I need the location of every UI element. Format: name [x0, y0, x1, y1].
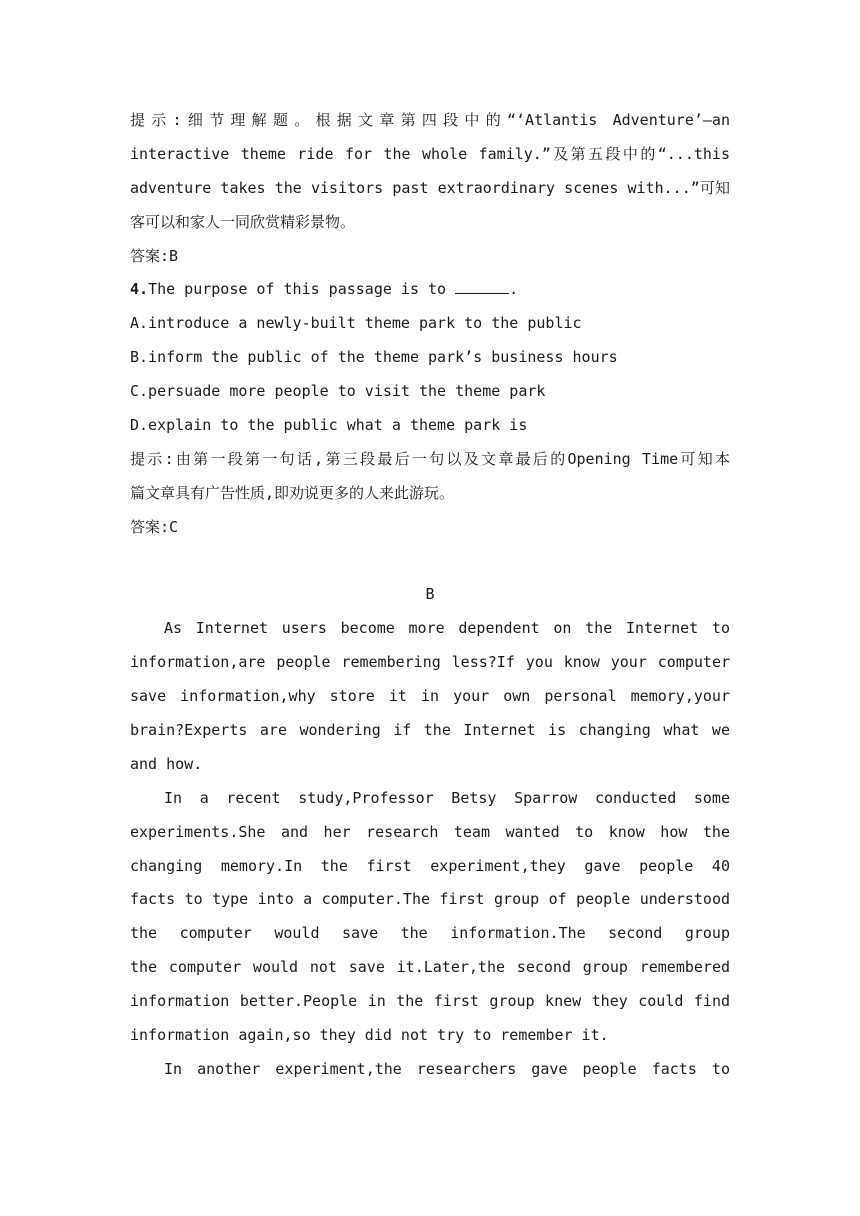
hint-question-3: [130, 104, 730, 240]
answer-blank: [455, 279, 509, 294]
hint-line: 篇文章具有广告性质,即劝说更多的人来此游玩。: [130, 483, 455, 502]
paragraph-line: experiments.She and her research team wanted to know how the: [130, 822, 730, 841]
question-text: The purpose of this passage is to: [148, 280, 456, 299]
option-b: B.inform the public of the theme park’s business hours: [130, 348, 618, 367]
paragraph-line: information again,so they did not try to remember it.: [130, 1026, 609, 1045]
option-d: D.explain to the public what a theme park is: [130, 416, 528, 435]
option-a: A.introduce a newly-built theme park to the public: [130, 314, 582, 333]
paragraph-line: In a recent study,Professor Betsy Sparrow conducted some: [164, 788, 730, 807]
paragraph-line: information,are people remembering less?If you know your computer: [130, 653, 730, 672]
question-4: [130, 273, 730, 442]
hint-line: interactive theme ride for the whole family.”及第五段中的“...this: [130, 144, 730, 163]
paragraph-line: and how.: [130, 754, 203, 773]
passage-paragraph-3: [130, 1053, 730, 1087]
paragraph-line: information better.People in the first group knew they could find: [130, 992, 730, 1011]
paragraph-line: the computer would not save it.Later,the second group remembered: [130, 958, 730, 977]
hint-question-4: [130, 443, 730, 511]
paragraph-line: facts to type into a computer.The first group of people understood: [130, 890, 730, 909]
paragraph-line: the computer would save the information.The second group: [130, 924, 730, 943]
option-c: C.persuade more people to visit the theme park: [130, 382, 546, 401]
answer-question-4: 答案:C: [130, 517, 179, 536]
paragraph-line: save information,why store it in your own personal memory,your: [130, 687, 730, 706]
paragraph-line: In another experiment,the researchers gave people facts to: [164, 1059, 730, 1078]
paragraph-line: changing memory.In the first experiment,they gave people 40: [130, 856, 730, 875]
question-end: .: [509, 280, 519, 299]
hint-line: adventure takes the visitors past extraordinary scenes with...”可知: [130, 178, 730, 197]
paragraph-line: As Internet users become more dependent on the Internet to: [164, 619, 730, 638]
passage-paragraph-1: [130, 612, 730, 781]
paragraph-line: brain?Experts are wondering if the Internet is changing what we: [130, 721, 730, 740]
passage-paragraph-2: [130, 782, 730, 1053]
document-page: [130, 104, 730, 1087]
hint-line: 客可以和家人一同欣赏精彩景物。: [130, 212, 356, 231]
hint-line: 提示:由第一段第一句话,第三段最后一句以及文章最后的Opening Time可知本: [130, 449, 730, 468]
hint-line: 提示:细节理解题。根据文章第四段中的“‘Atlantis Adventure’—an: [130, 111, 730, 129]
answer-question-3: 答案:B: [130, 246, 179, 265]
question-stem: [130, 273, 730, 307]
section-spacer: [130, 545, 730, 579]
section-heading: B: [425, 585, 435, 604]
question-number: 4.: [130, 280, 149, 299]
